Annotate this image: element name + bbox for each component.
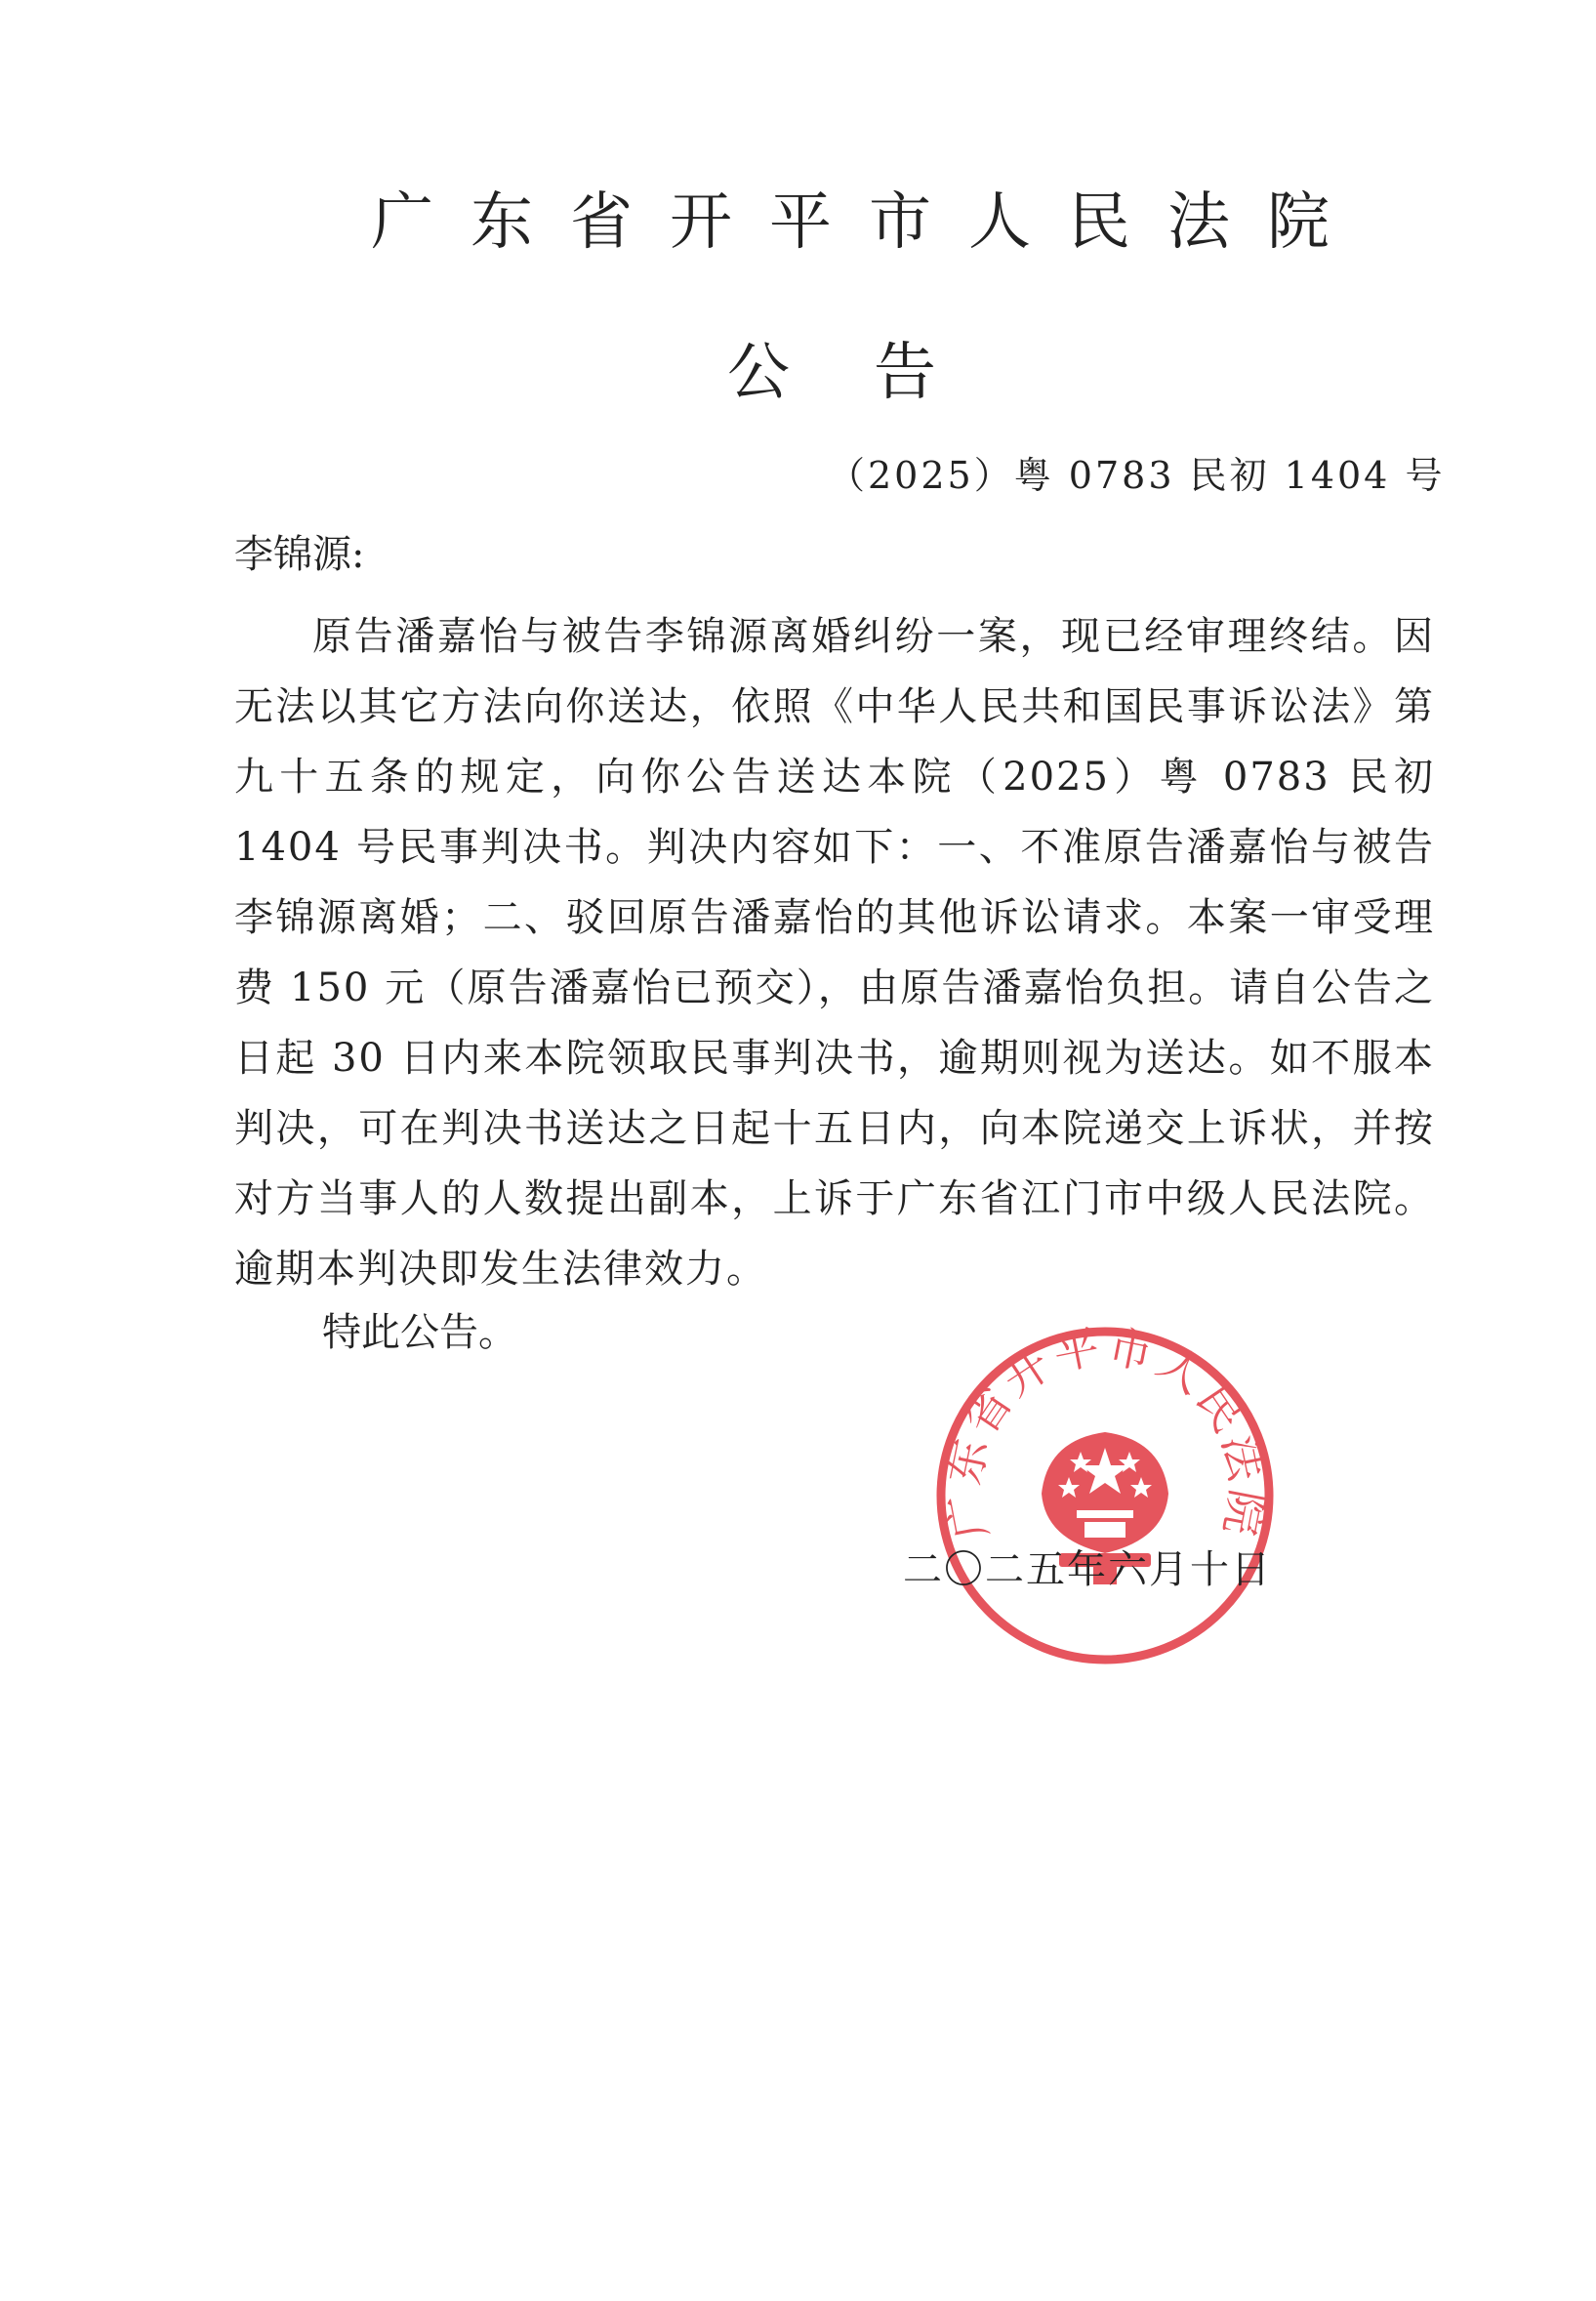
issue-date: 二〇二五年六月十日 <box>903 1547 1272 1592</box>
body-paragraph <box>234 601 1435 1304</box>
document-type-heading: 公告 <box>727 337 1020 409</box>
seal-text: 广东省开平市人民法院 <box>936 1323 1275 1543</box>
court-name-heading: 广东省开平市人民法院 <box>371 186 1367 259</box>
court-seal <box>932 1323 1279 1669</box>
seal-stamp <box>937 1323 1274 1660</box>
body-paragraph-text: 原告潘嘉怡与被告李锦源离婚纠纷一案，现已经审理终结。因无法以其它方法向你送达，依照《中华人民共和国民事诉讼法》第九十五条的规定，向你公告送达本院（2025）粤 0783 民初 1404 号民事判决书。判决内容如下：一、不准原告潘嘉怡与被告李锦源离婚；二、驳回原告潘嘉怡的其他诉讼请求。本案一审受理费 150 元（原告潘嘉怡已预交），由原告潘嘉怡负担。请自公告之日起 30 日内来本院领取民事判决书，逾期则视为送达。如不服本判决，可在判决书送达之日起十五日内，向本院递交上诉状，并按对方当事人的人数提出副本，上诉于广东省江门市中级人民法院。逾期本判决即发生法律效力。 <box>234 614 1435 1292</box>
case-number: （2025）粤 0783 民初 1404 号 <box>828 454 1446 497</box>
closing-statement: 特此公告。 <box>322 1310 517 1355</box>
recipient-name: 李锦源: <box>234 532 365 577</box>
announcement-body <box>234 601 1435 1304</box>
